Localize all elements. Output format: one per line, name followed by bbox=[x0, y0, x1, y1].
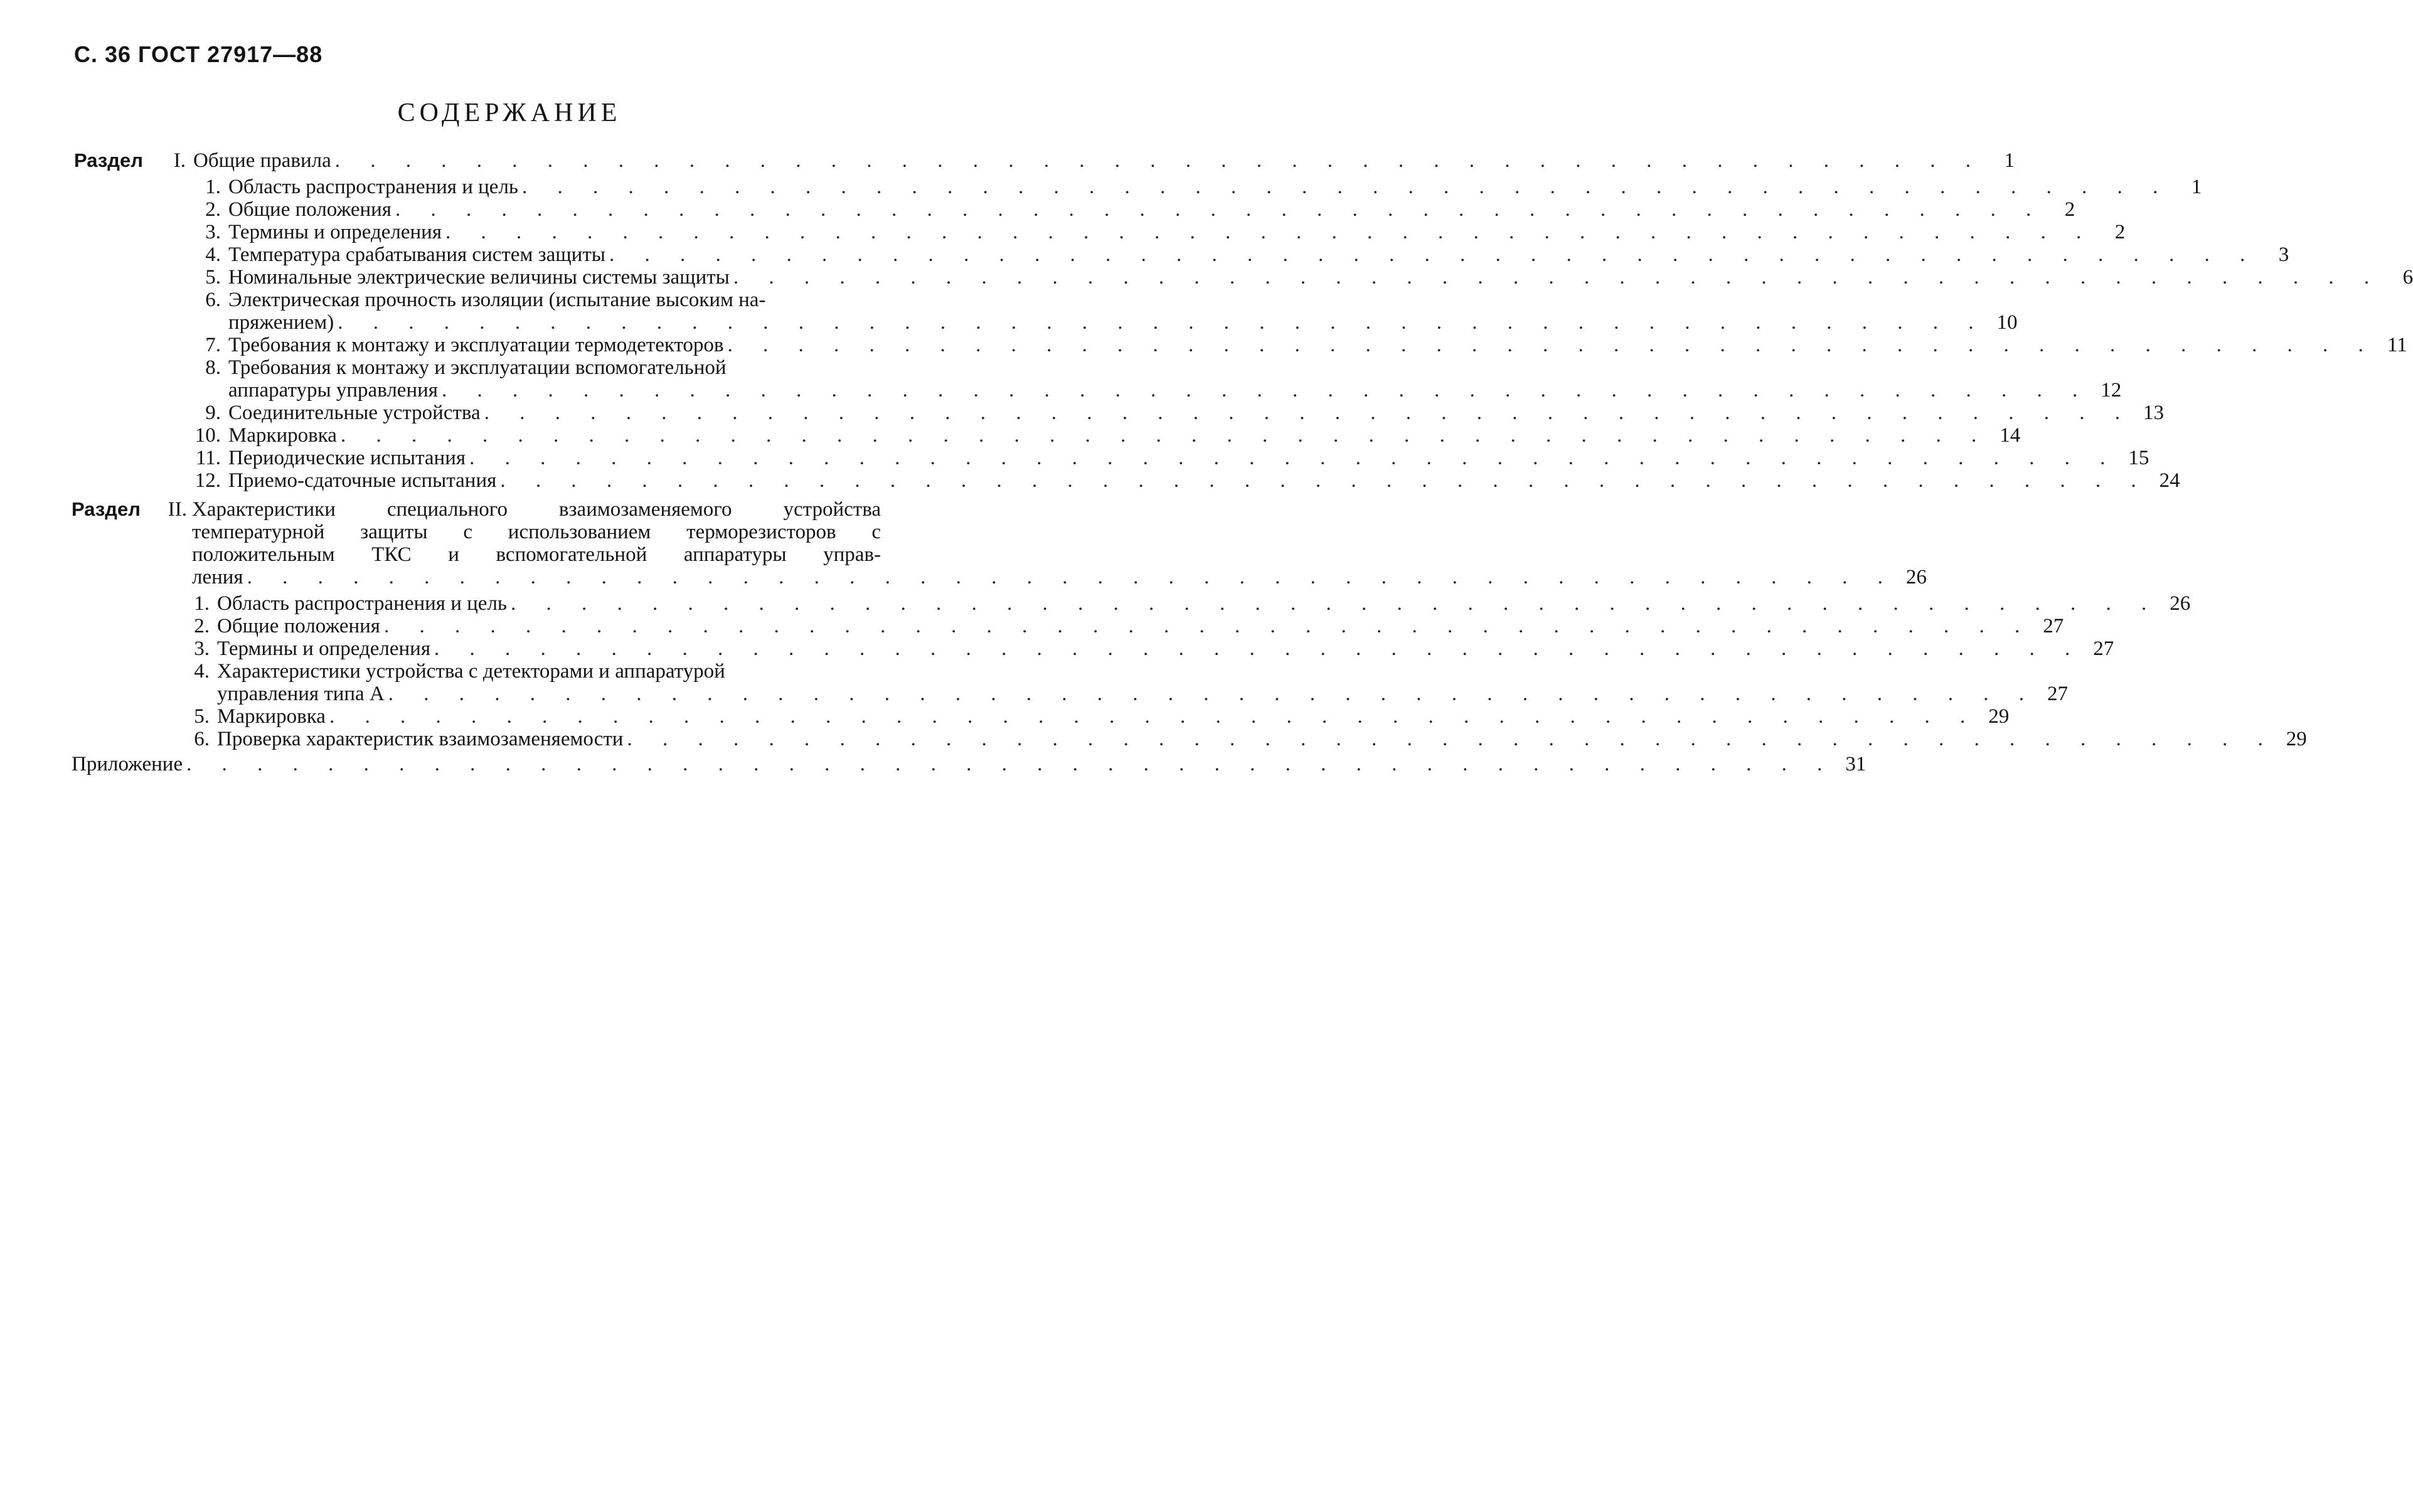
page-number: 26 bbox=[2170, 592, 2191, 615]
page-number: 27 bbox=[2047, 683, 2069, 705]
entry-number: 2. bbox=[205, 198, 221, 221]
toc-entry[interactable] bbox=[183, 334, 2407, 356]
entry-title: Соединительные устройства bbox=[228, 402, 481, 424]
entry-title: Требования к монтажу и эксплуатации термодетекторов bbox=[228, 334, 724, 356]
toc-entry[interactable] bbox=[183, 176, 2202, 198]
section-2-heading-end[interactable] bbox=[192, 566, 1927, 588]
page-header: С. 36 ГОСТ 27917—88 bbox=[74, 41, 323, 67]
entry-title: Область распространения и цель bbox=[228, 176, 518, 198]
page-number: 27 bbox=[2043, 615, 2064, 637]
dot-leader: . . . . . . . . . . . . . . . . . . . . . . . . . . . . . . . . . . . . . . . . . . . . . . . bbox=[500, 469, 2149, 492]
dot-leader: . . . . . . . . . . . . . . . . . . . . . . . . . . . . . . . . . . . . . . . . . . . . . . . bbox=[334, 149, 1984, 172]
toc-entry[interactable] bbox=[183, 728, 2307, 750]
page-number: 10 bbox=[1996, 311, 2018, 334]
toc-entry[interactable] bbox=[183, 266, 2413, 289]
toc-entry-line2[interactable] bbox=[228, 311, 2018, 334]
page-number: 29 bbox=[2286, 728, 2307, 750]
section-2-label: Раздел bbox=[72, 498, 141, 520]
page-number: 1 bbox=[2004, 149, 2015, 172]
toc-entry[interactable] bbox=[183, 615, 2064, 637]
entry-number: 2. bbox=[194, 615, 210, 637]
dot-leader: . . . . . . . . . . . . . . . . . . . . . . . . . . . . . . . . . . . . . . . . . . . . . . . bbox=[727, 334, 2376, 356]
entry-title: Область распространения и цель bbox=[217, 592, 507, 615]
appendix-title: Приложение bbox=[72, 753, 183, 775]
toc-entry-line1[interactable] bbox=[183, 289, 881, 311]
page-number: 13 bbox=[2143, 402, 2164, 424]
dot-leader: . . . . . . . . . . . . . . . . . . . . . . . . . . . . . . . . . . . . . . . . . . . . . . . bbox=[445, 221, 2094, 243]
toc-entry[interactable] bbox=[183, 221, 2126, 243]
page-number: 15 bbox=[2128, 447, 2149, 469]
entry-number: 3. bbox=[194, 637, 210, 660]
toc-entry-appendix[interactable] bbox=[72, 753, 1867, 775]
dot-leader: . . . . . . . . . . . . . . . . . . . . . . . . . . . . . . . . . . . . . . . . . . . . . . . bbox=[609, 243, 2258, 266]
entry-number: 4. bbox=[205, 243, 221, 266]
entry-number: 1. bbox=[205, 176, 221, 198]
section-2-title-line3: положительным ТКС и вспомогательной аппаратуры управ- bbox=[192, 543, 881, 566]
entry-title: Термины и определения bbox=[217, 637, 431, 660]
dot-leader: . . . . . . . . . . . . . . . . . . . . . . . . . . . . . . . . . . . . . . . . . . . . . . . bbox=[627, 728, 2276, 750]
toc-title: СОДЕРЖАНИЕ bbox=[397, 98, 622, 127]
dot-leader: . . . . . . . . . . . . . . . . . . . . . . . . . . . . . . . . . . . . . . . . . . . . . . . bbox=[329, 705, 1978, 728]
entry-title: Периодические испытания bbox=[228, 447, 466, 469]
entry-title: Характеристики устройства с детекторами и аппаратурой bbox=[217, 660, 725, 683]
toc-entry[interactable] bbox=[183, 469, 2180, 492]
entry-number: 6. bbox=[194, 728, 210, 750]
page-number: 6 bbox=[2402, 266, 2413, 289]
toc-entry-line2[interactable] bbox=[217, 683, 2069, 705]
section-2-number: II. bbox=[168, 498, 187, 521]
entry-title: Маркировка bbox=[217, 705, 326, 728]
entry-number: 9. bbox=[205, 402, 221, 424]
toc-entry-line1[interactable] bbox=[183, 660, 881, 683]
page-number: 24 bbox=[2159, 469, 2180, 492]
entry-title-continued: пряжением) bbox=[228, 311, 334, 334]
toc-entry[interactable] bbox=[183, 592, 2191, 615]
section-1-title: Общие правила bbox=[193, 149, 331, 172]
toc-entry-line2[interactable] bbox=[228, 379, 2122, 402]
toc-entry[interactable] bbox=[183, 447, 2149, 469]
dot-leader: . . . . . . . . . . . . . . . . . . . . . . . . . . . . . . . . . . . . . . . . . . . . . . . bbox=[388, 683, 2037, 705]
dot-leader: . . . . . . . . . . . . . . . . . . . . . . . . . . . . . . . . . . . . . . . . . . . . . . . bbox=[510, 592, 2160, 615]
dot-leader: . . . . . . . . . . . . . . . . . . . . . . . . . . . . . . . . . . . . . . . . . . . . . . . bbox=[521, 176, 2171, 198]
entry-title: Общие положения bbox=[228, 198, 392, 221]
section-1-number: I. bbox=[173, 149, 186, 172]
dot-leader: . . . . . . . . . . . . . . . . . . . . . . . . . . . . . . . . . . . . . . . . . . . . . . . bbox=[441, 379, 2091, 402]
entry-title: Электрическая прочность изоляции (испытание высоким на- bbox=[228, 289, 766, 311]
page-number: 11 bbox=[2387, 334, 2407, 356]
entry-number: 4. bbox=[194, 660, 210, 683]
entry-number: 11. bbox=[195, 447, 221, 469]
page-number: 3 bbox=[2278, 243, 2289, 266]
entry-title: Термины и определения bbox=[228, 221, 442, 243]
entry-title: Номинальные электрические величины системы защиты bbox=[228, 266, 730, 289]
entry-number: 10. bbox=[194, 424, 221, 447]
entry-title-continued: управления типа А bbox=[217, 683, 385, 705]
toc-entry[interactable] bbox=[183, 637, 2114, 660]
page-number: 12 bbox=[2101, 379, 2122, 402]
page-number: 2 bbox=[2064, 198, 2075, 221]
page-number: 31 bbox=[1845, 753, 1867, 775]
entry-title: Температура срабатывания систем защиты bbox=[228, 243, 605, 266]
dot-leader: . . . . . . . . . . . . . . . . . . . . . . . . . . . . . . . . . . . . . . . . . . . . . . . bbox=[247, 566, 1895, 588]
dot-leader: . . . . . . . . . . . . . . . . . . . . . . . . . . . . . . . . . . . . . . . . . . . . . . . bbox=[340, 424, 1990, 447]
entry-number: 8. bbox=[205, 356, 221, 379]
entry-title: Маркировка bbox=[228, 424, 337, 447]
page-number: 2 bbox=[2114, 221, 2126, 243]
toc-entry[interactable] bbox=[183, 243, 2289, 266]
toc-entry[interactable] bbox=[183, 402, 2164, 424]
entry-title: Общие положения bbox=[217, 615, 380, 637]
page-number: 1 bbox=[2191, 176, 2202, 198]
page-number: 27 bbox=[2093, 637, 2114, 660]
toc-entry[interactable] bbox=[183, 705, 2010, 728]
entry-title: Приемо-сдаточные испытания bbox=[228, 469, 497, 492]
dot-leader: . . . . . . . . . . . . . . . . . . . . . . . . . . . . . . . . . . . . . . . . . . . . . . . bbox=[434, 637, 2083, 660]
entry-number: 12. bbox=[194, 469, 221, 492]
section-2-title-line1: Характеристики специального взаимозаменяемого устройства bbox=[192, 498, 881, 521]
section-1-label: Раздел bbox=[74, 149, 143, 171]
dot-leader: . . . . . . . . . . . . . . . . . . . . . . . . . . . . . . . . . . . . . . . . . . . . . . . bbox=[186, 753, 1835, 775]
dot-leader: . . . . . . . . . . . . . . . . . . . . . . . . . . . . . . . . . . . . . . . . . . . . . . . bbox=[395, 198, 2044, 221]
page-number: 29 bbox=[1988, 705, 2010, 728]
dot-leader: . . . . . . . . . . . . . . . . . . . . . . . . . . . . . . . . . . . . . . . . . . . . . . . bbox=[469, 447, 2118, 469]
entry-number: 3. bbox=[205, 221, 221, 243]
entry-number: 5. bbox=[205, 266, 221, 289]
dot-leader: . . . . . . . . . . . . . . . . . . . . . . . . . . . . . . . . . . . . . . . . . . . . . . . bbox=[338, 311, 1986, 334]
section-1-heading[interactable] bbox=[164, 149, 2015, 172]
entry-number: 7. bbox=[205, 334, 221, 356]
dot-leader: . . . . . . . . . . . . . . . . . . . . . . . . . . . . . . . . . . . . . . . . . . . . . . . bbox=[733, 266, 2382, 289]
section-2-title-line4: ления bbox=[192, 566, 243, 588]
entry-number: 1. bbox=[194, 592, 210, 615]
entry-title-continued: аппаратуры управления bbox=[228, 379, 438, 402]
dot-leader: . . . . . . . . . . . . . . . . . . . . . . . . . . . . . . . . . . . . . . . . . . . . . . . bbox=[484, 402, 2133, 424]
dot-leader: . . . . . . . . . . . . . . . . . . . . . . . . . . . . . . . . . . . . . . . . . . . . . . . bbox=[383, 615, 2033, 637]
page-number: 14 bbox=[2000, 424, 2021, 447]
entry-title: Требования к монтажу и эксплуатации вспомогательной bbox=[228, 356, 727, 379]
toc-entry[interactable] bbox=[183, 424, 2021, 447]
toc-entry-line1[interactable] bbox=[183, 356, 881, 379]
toc-entry[interactable] bbox=[183, 198, 2075, 221]
page-number: 26 bbox=[1905, 566, 1927, 588]
entry-title: Проверка характеристик взаимозаменяемости bbox=[217, 728, 624, 750]
section-2-title-line2: температурной защиты с использованием терморезисторов с bbox=[192, 521, 881, 543]
entry-number: 5. bbox=[194, 705, 210, 728]
entry-number: 6. bbox=[205, 289, 221, 311]
